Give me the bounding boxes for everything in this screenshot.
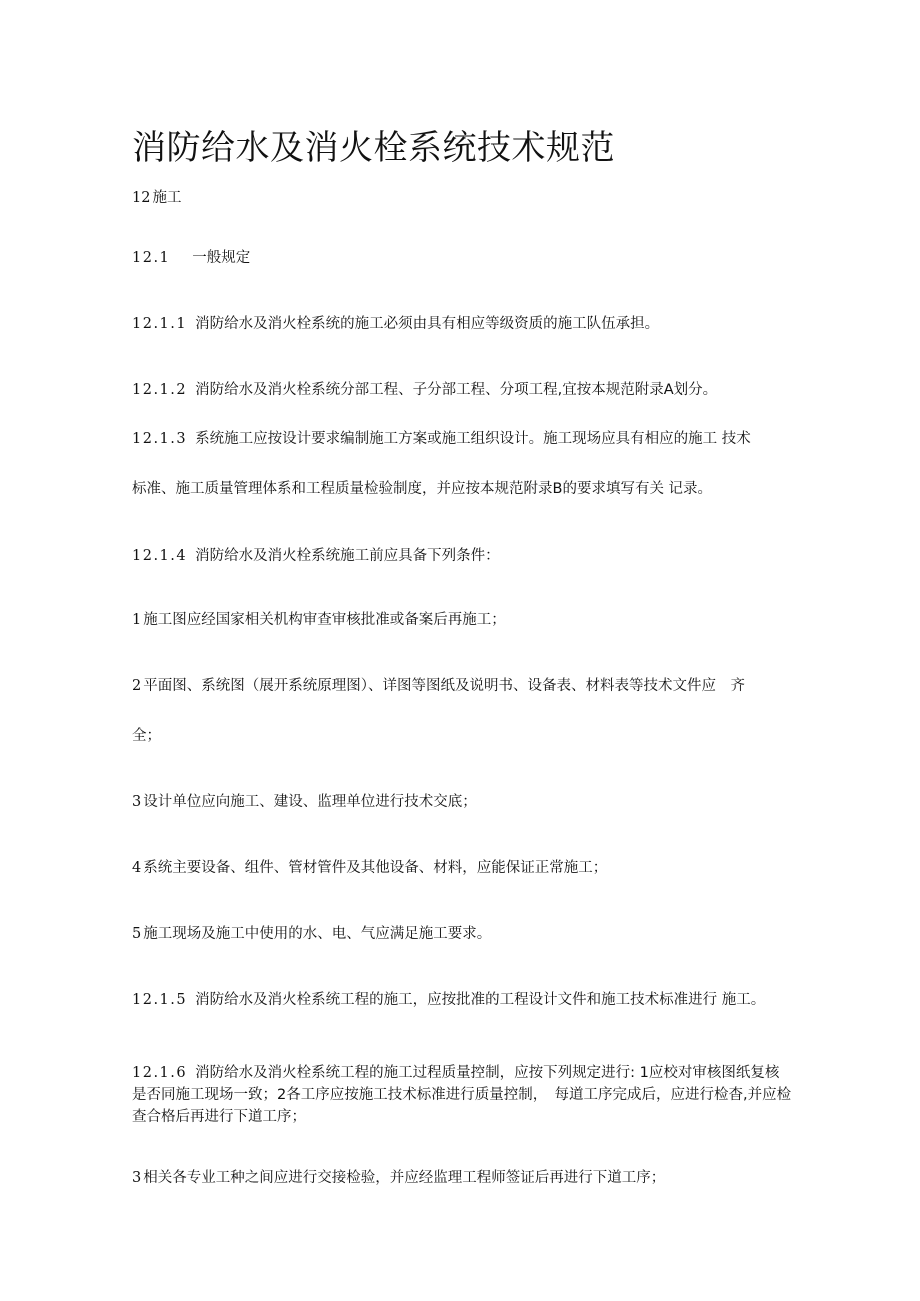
condition-text: 施工现场及施工中使用的水、电、气应满足施工要求。 bbox=[143, 926, 492, 942]
clause-number: 12.1.5 bbox=[132, 992, 188, 1008]
condition-item-continued: 全； bbox=[132, 728, 161, 744]
control-item-number: 3 bbox=[132, 1170, 142, 1186]
chapter-number: 12 bbox=[132, 190, 151, 206]
condition-number: 3 bbox=[132, 794, 142, 810]
clause-12-1-1 bbox=[132, 314, 659, 334]
section-number: 12.1 bbox=[132, 250, 171, 266]
condition-number: 5 bbox=[132, 926, 142, 942]
clause-number: 12.1.3 bbox=[132, 431, 188, 447]
chapter-title: 施工 bbox=[152, 190, 182, 206]
clause-number: 12.1.6 bbox=[132, 1065, 188, 1081]
condition-item bbox=[132, 792, 477, 812]
clause-text: 消防给水及消火栓系统分部工程、子分部工程、分项工程,宜按本规范附录A划分。 bbox=[195, 382, 718, 398]
condition-number: 2 bbox=[132, 678, 142, 694]
clause-number: 12.1.2 bbox=[132, 382, 188, 398]
document-title: 消防给水及消火栓系统技术规范 bbox=[132, 128, 615, 168]
clause-text: 消防给水及消火栓系统施工前应具备下列条件： bbox=[195, 548, 500, 564]
clause-12-1-3-continued: 标准、施工质量管理体系和工程质量检验制度，并应按本规范附录B的要求填写有关 记录。 bbox=[132, 481, 713, 497]
control-item-text: 相关各专业工种之间应进行交接检验，并应经监理工程师签证后再进行下道工序； bbox=[143, 1170, 666, 1186]
condition-text: 系统主要设备、组件、管材管件及其他设备、材料，应能保证正常施工； bbox=[143, 860, 608, 876]
condition-item bbox=[132, 610, 506, 630]
section-title: 一般规定 bbox=[192, 250, 251, 266]
clause-12-1-6 bbox=[132, 1062, 792, 1128]
condition-item bbox=[132, 858, 607, 878]
condition-text: 设计单位应向施工、建设、监理单位进行技术交底； bbox=[143, 794, 477, 810]
condition-item bbox=[132, 924, 491, 944]
chapter-heading bbox=[132, 188, 181, 208]
clause-text: 消防给水及消火栓系统的施工必须由具有相应等级资质的施工队伍承担。 bbox=[195, 316, 660, 332]
clause-number: 12.1.4 bbox=[132, 548, 188, 564]
condition-text: 平面图、系统图（展开系统原理图）、详图等图纸及说明书、设备表、材料表等技术文件应 齐 bbox=[143, 678, 745, 694]
clause-text: 系统施工应按设计要求编制施工方案或施工组织设计。施工现场应具有相应的施工 技术 bbox=[195, 431, 751, 447]
clause-12-1-2 bbox=[132, 380, 717, 400]
clause-12-1-5 bbox=[132, 990, 765, 1010]
condition-number: 4 bbox=[132, 860, 142, 876]
section-heading bbox=[132, 248, 250, 268]
condition-item bbox=[132, 676, 745, 696]
condition-number: 1 bbox=[132, 612, 142, 628]
clause-12-1-4 bbox=[132, 546, 500, 566]
clause-text: 消防给水及消火栓系统工程的施工过程质量控制，应按下列规定进行: 1应校对审核图纸复核是否同施工现场一致；2各工序应按施工技术标准进行质量控制， 每道工序完成后，应进行检杳,并应检查合格后再进行下道工序； bbox=[132, 1065, 792, 1125]
condition-text: 施工图应经国家相关机构审查审核批准或备案后再施工； bbox=[143, 612, 506, 628]
control-item-3 bbox=[132, 1168, 665, 1188]
clause-12-1-3 bbox=[132, 429, 751, 449]
clause-text: 消防给水及消火栓系统工程的施工，应按批准的工程设计文件和施工技术标准进行 施工。 bbox=[195, 992, 766, 1008]
clause-number: 12.1.1 bbox=[132, 316, 188, 332]
